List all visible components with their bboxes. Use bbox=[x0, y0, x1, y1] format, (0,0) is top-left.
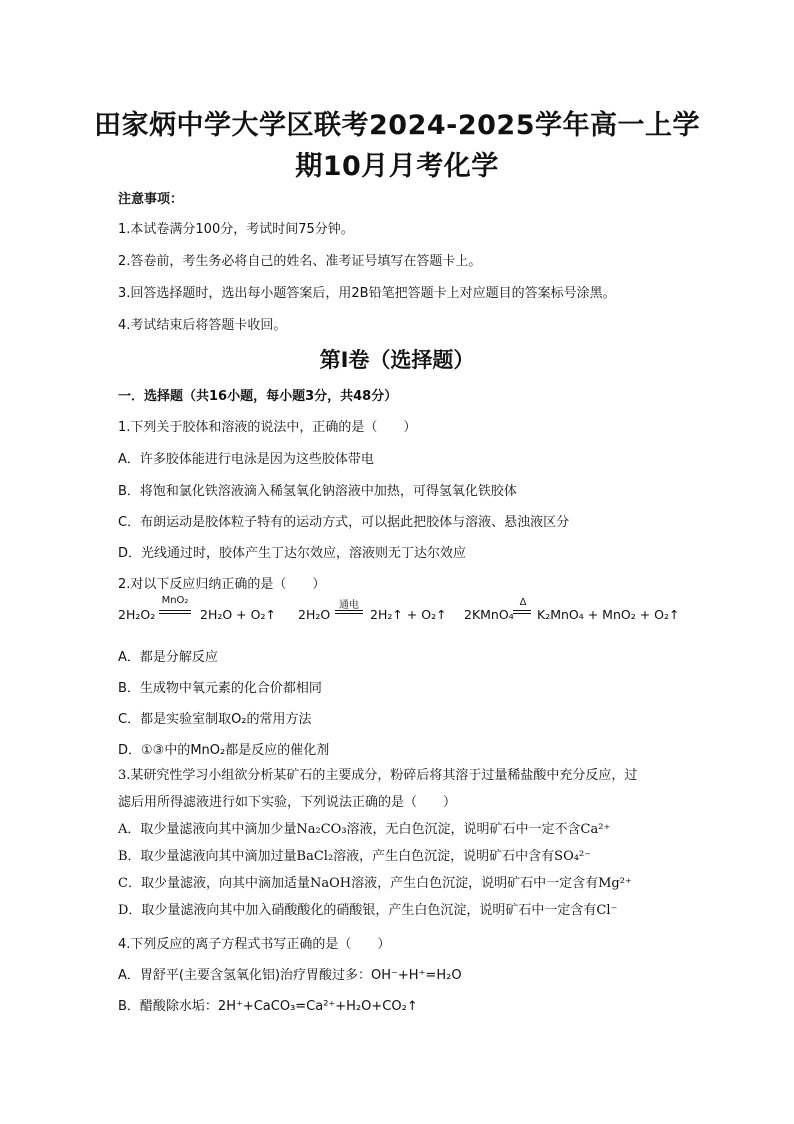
question-3-option-b: B．取少量滤液向其中滴加过量BaCl₂溶液，产生白色沉淀，说明矿石中含有SO₄²⁻ bbox=[118, 849, 592, 864]
question-3-option-a: A．取少量滤液向其中滴加少量Na₂CO₃溶液，无白色沉淀，说明矿石中一定不含Ca²⁺ bbox=[118, 822, 611, 837]
question-2-option-c: C．都是实验室制取O₂的常用方法 bbox=[118, 712, 312, 727]
equation-2-condition: 通电 bbox=[339, 600, 359, 611]
notice-item: 1.本试卷满分100分，考试时间75分钟。 bbox=[118, 222, 354, 237]
question-2-stem: 2.对以下反应归纳正确的是（ ） bbox=[118, 577, 326, 592]
notice-item: 3.回答选择题时，选出每小题答案后，用2B铅笔把答题卡上对应题目的答案标号涂黑。 bbox=[118, 286, 616, 301]
exam-title-line2: 期10月月考化学 bbox=[295, 151, 499, 182]
question-3-option-d: D．取少量滤液向其中加入硝酸酸化的硝酸银，产生白色沉淀，说明矿石中一定含有Cl⁻ bbox=[118, 903, 618, 918]
equation-1-reactants: 2H₂O₂ bbox=[118, 607, 156, 622]
question-2-option-b: B．生成物中氧元素的化合价都相同 bbox=[118, 681, 322, 696]
equation-2-reactants: 2H₂O bbox=[298, 607, 331, 622]
exam-title-line1: 田家炳中学大学区联考2024-2025学年高一上学 bbox=[94, 110, 700, 141]
question-1-option-c: C．布朗运动是胶体粒子特有的运动方式，可以据此把胶体与溶液、悬浊液区分 bbox=[118, 515, 570, 530]
question-1-option-d: D．光线通过时，胶体产生丁达尔效应，溶液则无丁达尔效应 bbox=[118, 546, 467, 561]
equation-3-condition: Δ bbox=[519, 597, 527, 608]
question-1-option-b: B．将饱和氯化铁溶液滴入稀氢氧化钠溶液中加热，可得氢氧化铁胶体 bbox=[118, 484, 517, 499]
part-heading: 一．选择题（共16小题，每小题3分，共48分） bbox=[118, 389, 398, 404]
question-1-option-a: A．许多胶体能进行电泳是因为这些胶体带电 bbox=[118, 452, 374, 467]
question-4-option-a: A．胃舒平(主要含氢氧化铝)治疗胃酸过多：OH⁻+H⁺=H₂O bbox=[118, 968, 462, 983]
question-2-option-a: A．都是分解反应 bbox=[118, 650, 218, 665]
notice-heading: 注意事项： bbox=[118, 192, 184, 207]
question-1-stem: 1.下列关于胶体和溶液的说法中，正确的是（ ） bbox=[118, 420, 417, 435]
equation-3-products: K₂MnO₄ + MnO₂ + O₂↑ bbox=[537, 607, 680, 622]
equation-3-arrow bbox=[513, 610, 531, 614]
equation-1-arrow bbox=[159, 610, 191, 614]
equation-1-products: 2H₂O + O₂↑ bbox=[200, 607, 276, 622]
equation-3-reactants: 2KMnO₄ bbox=[464, 607, 514, 622]
equation-2-arrow bbox=[335, 610, 363, 614]
question-3-stem-line2: 滤后用所得滤液进行如下实验，下列说法正确的是（ ） bbox=[118, 795, 457, 810]
question-4-stem: 4.下列反应的离子方程式书写正确的是（ ） bbox=[118, 937, 391, 952]
question-4-option-b: B．醋酸除水垢：2H⁺+CaCO₃=Ca²⁺+H₂O+CO₂↑ bbox=[118, 999, 418, 1014]
equation-2-products: 2H₂↑ + O₂↑ bbox=[370, 607, 447, 622]
equation-1-condition: MnO₂ bbox=[161, 595, 189, 606]
notice-item: 2.答卷前，考生务必将自己的姓名、准考证号填写在答题卡上。 bbox=[118, 254, 482, 269]
section-title: 第Ⅰ卷（选择题） bbox=[319, 348, 475, 372]
notice-item: 4.考试结束后将答题卡收回。 bbox=[118, 318, 287, 333]
question-3-stem-line1: 3.某研究性学习小组欲分析某矿石的主要成分，粉碎后将其溶于过量稀盐酸中充分反应，过 bbox=[118, 768, 638, 783]
question-2-option-d: D．①③中的MnO₂都是反应的催化剂 bbox=[118, 743, 330, 758]
question-3-option-c: C．取少量滤液，向其中滴加适量NaOH溶液，产生白色沉淀，说明矿石中一定含有Mg²⁺ bbox=[118, 876, 632, 891]
